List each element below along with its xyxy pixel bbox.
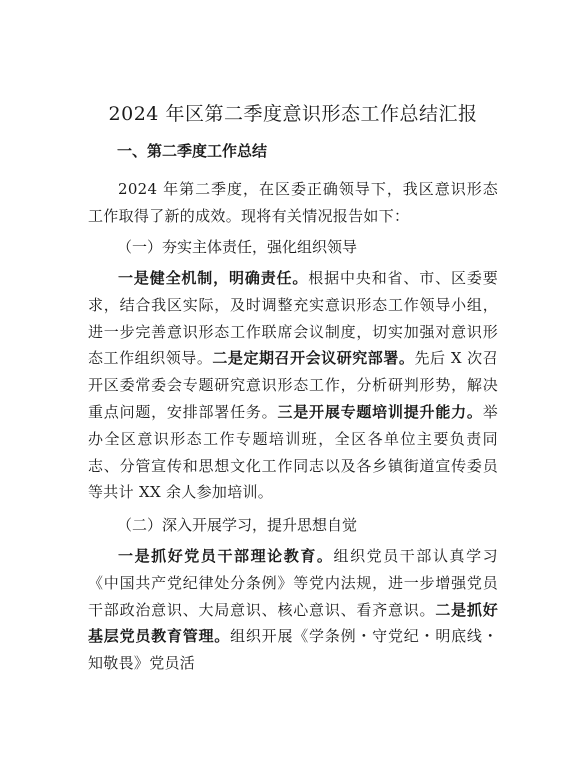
intro-paragraph: 2024 年第二季度，在区委正确领导下，我区意识形态工作取得了新的成效。现将有关情况报告如下： — [88, 180, 498, 225]
sub2-lead-1: 一是抓好党员干部理论教育。 — [118, 547, 334, 565]
sub1-text-3: 举办全区意识形态工作专题培训班，全区各单位主要负责同志、分管宣传和思想文化工作同志以及各乡镇街道宣传委员等共计 XX 余人参加培训。 — [88, 402, 498, 502]
sub1-lead-1: 一是健全机制，明确责任。 — [118, 269, 309, 287]
subsection-1-paragraph — [88, 265, 498, 506]
sub1-text-2: 先后 X 次召开区委常委会专题研究意识形态工作，分析研判形势，解决重点问题，安排部署任务。 — [88, 349, 498, 421]
document-title: 2024 年区第二季度意识形态工作总结汇报 — [108, 103, 478, 125]
sub2-text-2: 组织开展《学条例・守党纪・明底线・知敬畏》党员活 — [88, 627, 498, 673]
sub1-lead-3: 三是开展专题培训提升能力。 — [277, 402, 483, 421]
sub1-lead-2: 二是定期召开会议研究部署。 — [212, 349, 415, 368]
subsection-heading-1: （一）夯实主体责任，强化组织领导 — [117, 238, 358, 256]
sub2-text-1: 组织党员干部认真学习《中国共产党纪律处分条例》等党内法规，进一步增强党员干部政治意识、大局意识、核心意识、看齐意识。 — [88, 547, 498, 619]
subsection-heading-2: （二）深入开展学习，提升思想自觉 — [117, 516, 358, 534]
section-heading-1: 一、第二季度工作总结 — [117, 142, 268, 160]
subsection-2-paragraph — [88, 543, 498, 677]
sub1-text-1: 根据中央和省、市、区委要求，结合我区实际，及时调整充实意识形态工作领导小组，进一步完善意识形态工作联席会议制度，切实加强对意识形态工作组织领导。 — [88, 269, 498, 368]
sub2-lead-2: 二是抓好基层党员教育管理。 — [88, 600, 498, 646]
